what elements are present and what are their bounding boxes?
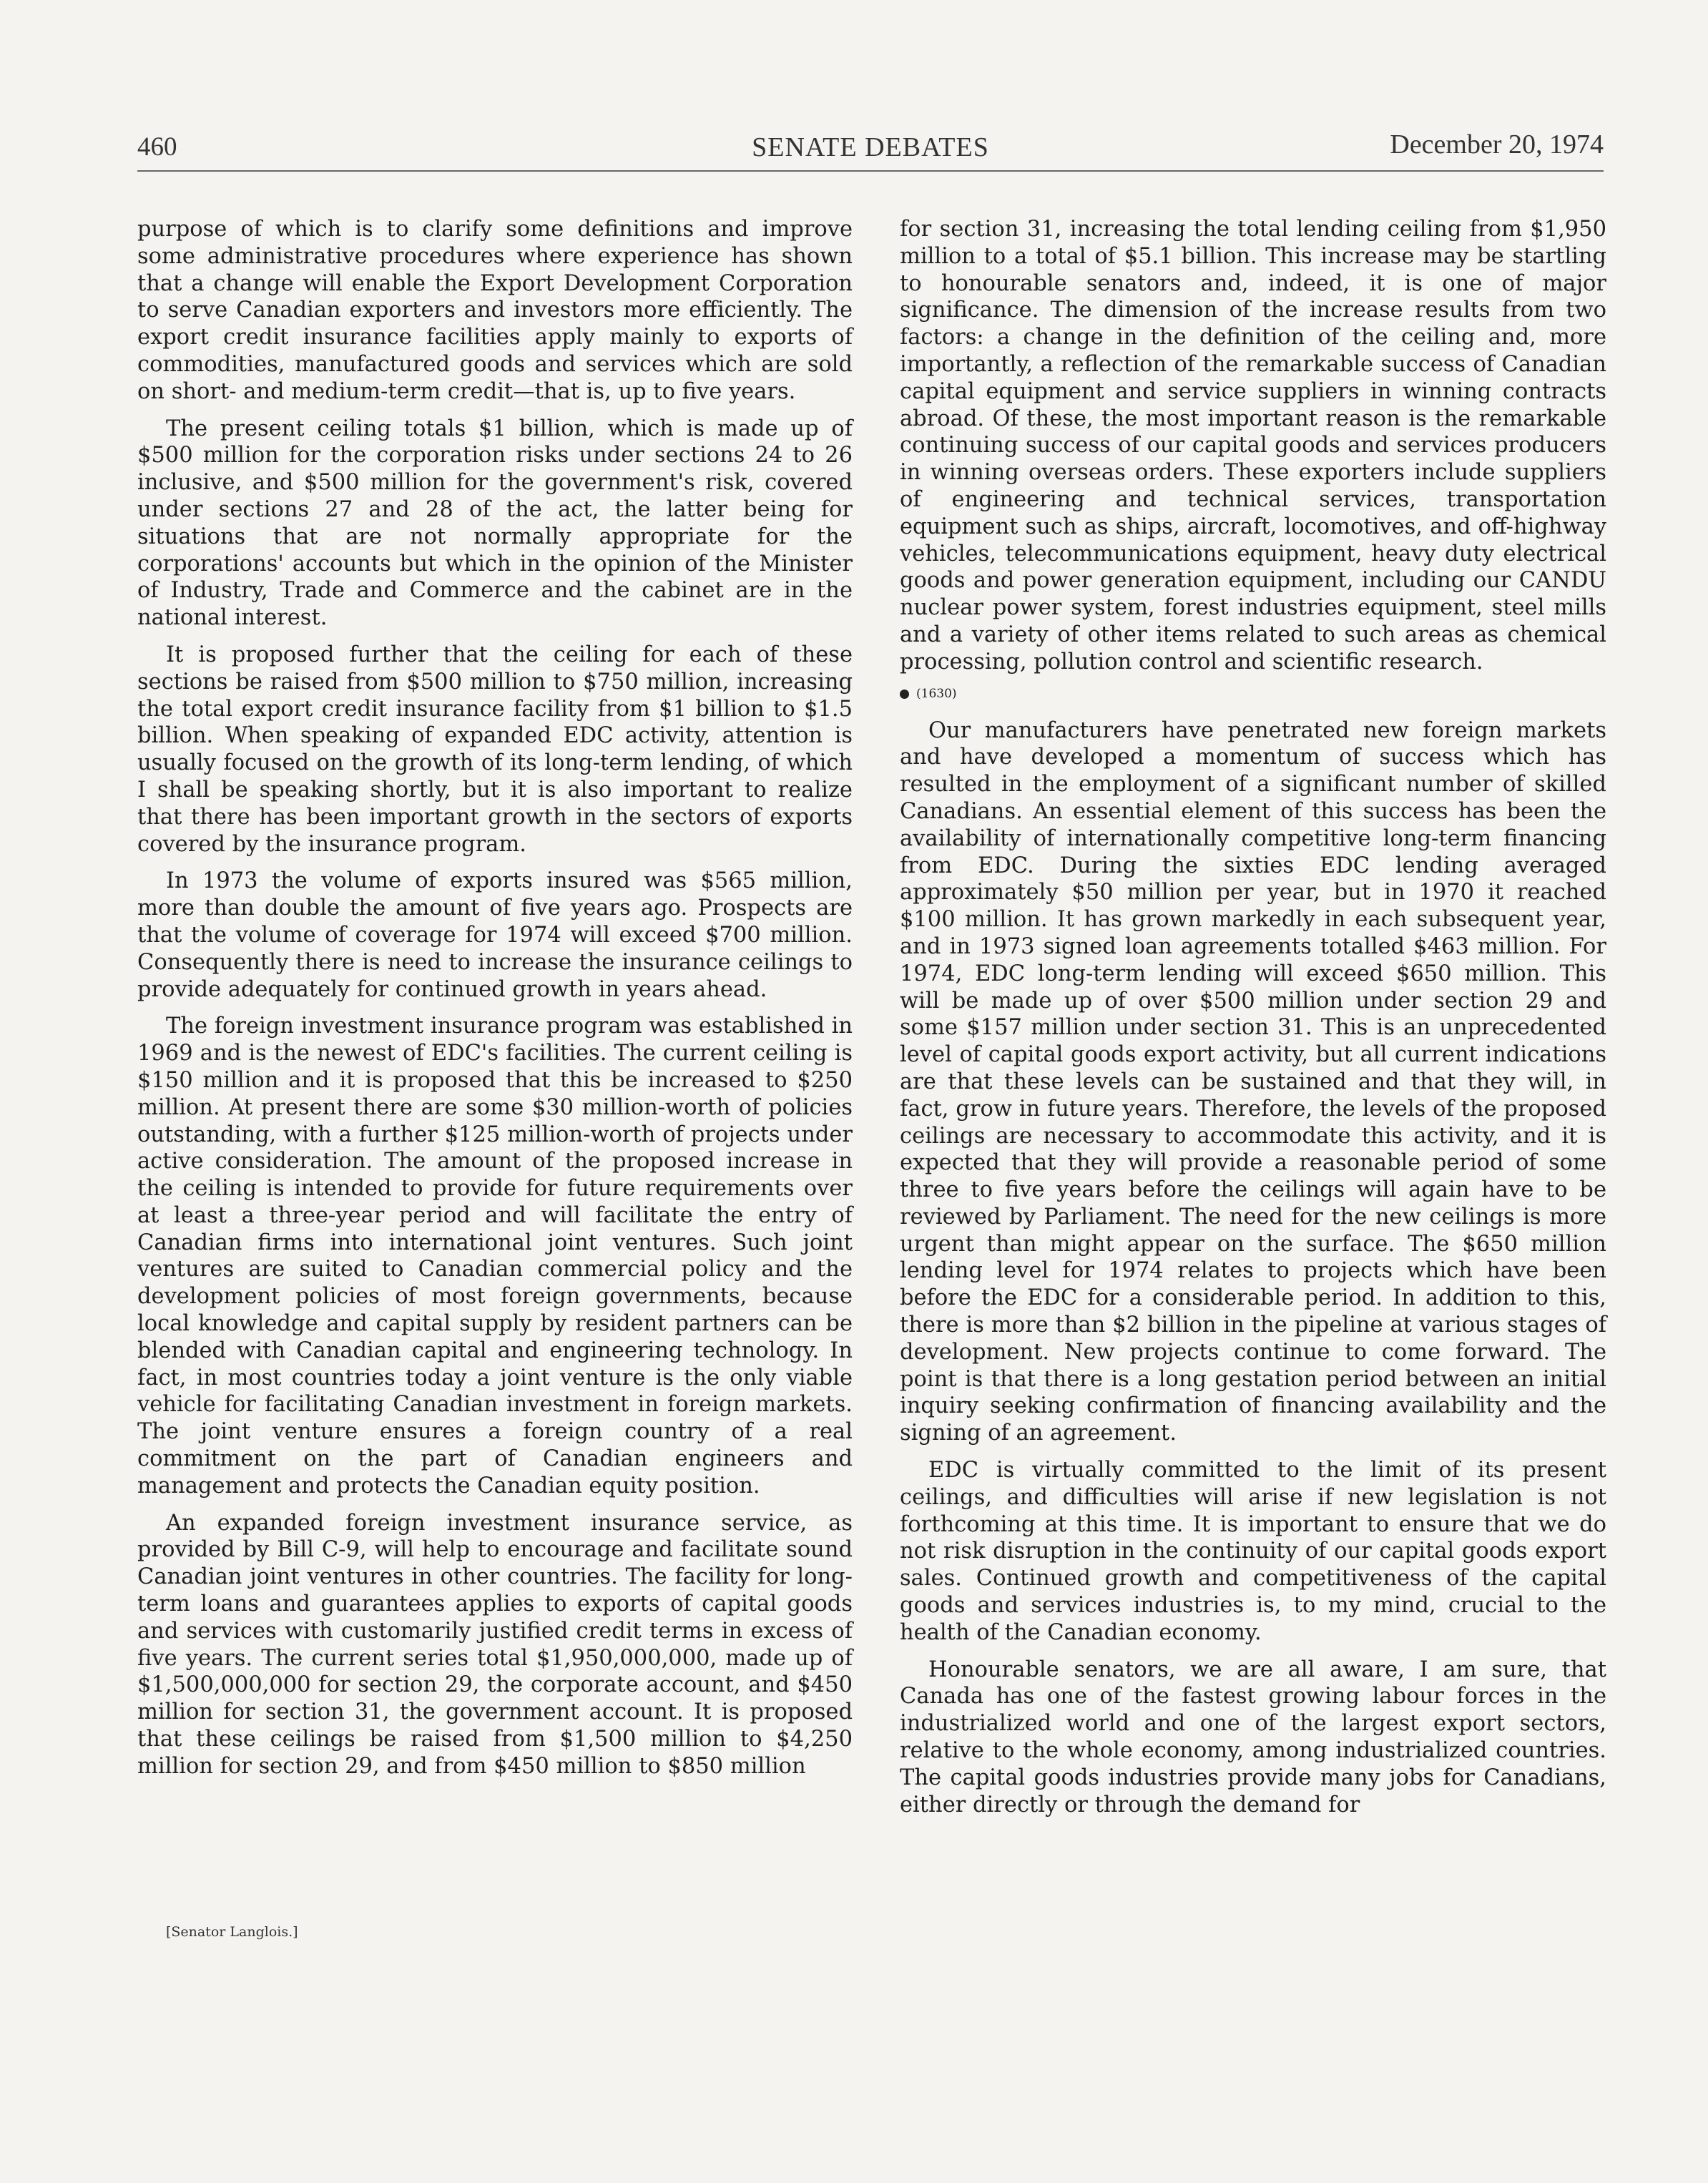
left-column	[137, 216, 853, 1790]
speaker-footer: [Senator Langlois.]	[166, 1924, 298, 1940]
page-header	[137, 129, 1604, 169]
paragraph: In 1973 the volume of exports insured was $565 million, more than double the amount of five years ago. Prospects are that the volume of coverage for 1974 will exceed $700 million. Consequently there is need to increase the insurance ceilings to provide adequately for continued growth in years ahead.	[137, 868, 853, 1002]
publication-title: SENATE DEBATES	[752, 132, 989, 162]
right-column	[900, 216, 1606, 1828]
paragraph: It is proposed further that the ceiling for each of these sections be raised from $500 million to $750 million, increasing the total export credit insurance facility from $1 billion to $1.5 billion. When speaking of expanded EDC activity, attention is usually focused on the growth of its long-term lending, of which I shall be speaking shortly, but it is also important to realize that there has been important growth in the sectors of exports covered by the insurance program.	[137, 642, 853, 857]
paragraph: Honourable senators, we are all aware, I am sure, that Canada has one of the fastest growing labour forces in the industrialized world and one of the largest export sectors, relative to the whole economy, among industrialized countries. The capital goods industries provide many jobs for Canadians, either directly or through the demand for	[900, 1657, 1606, 1817]
time-marker	[900, 686, 1606, 702]
paragraph: purpose of which is to clarify some definitions and improve some administrative procedures where experience has shown that a change will enable the Export Development Corporation to serve Canadian exporters and investors more efficiently. The export credit insurance facilities apply mainly to exports of commodities, manufactured goods and services which are sold on short- and medium-term credit—that is, up to five years.	[137, 217, 853, 404]
page-date: December 20, 1974	[1390, 129, 1604, 160]
time-marker-text: (1630)	[916, 686, 957, 701]
paragraph: Our manufacturers have penetrated new foreign markets and have developed a momentum of success which has resulted in the employment of a significant number of skilled Canadians. An essential element of this success has been the availability of internationally competitive long-term financing from EDC. During the sixties EDC lending averaged approximately $50 million per year, but in 1970 it reached $100 million. It has grown markedly in each subsequent year, and in 1973 signed loan agreements totalled $463 million. For 1974, EDC long-term lending will exceed $650 million. This will be made up of over $500 million under section 29 and some $157 million under section 31. This is an unprecedented level of capital goods export activity, but all current indications are that these levels can be sustained and that they will, in fact, grow in future years. Therefore, the levels of the proposed ceilings are necessary to accommodate this activity, and it is expected that they will provide a reasonable period of some three to five years before the ceilings will again have to be reviewed by Parliament. The need for the new ceilings is more urgent than might appear on the surface. The $650 million lending level for 1974 relates to projects which have been before the EDC for a considerable period. In addition to this, there is more than $2 billion in the pipeline at various stages of development. New projects continue to come forward. The point is that there is a long gestation period between an initial inquiry seeking confirmation of financing availability and the signing of an agreement.	[900, 717, 1606, 1446]
header-rule	[137, 170, 1604, 172]
bullet-icon	[900, 690, 909, 699]
paragraph: for section 31, increasing the total lending ceiling from $1,950 million to a total of $5.1 billion. This increase may be startling to honourable senators and, indeed, it is one of major significance. The dimension of the increase results from two factors: a change in the definition of the ceiling and, more importantly, a reflection of the remarkable success of Canadian capital equipment and service suppliers in winning contracts abroad. Of these, the most important reason is the remarkable continuing success of our capital goods and services producers in winning overseas orders. These exporters include suppliers of engineering and technical services, transportation equipment such as ships, aircraft, locomotives, and off-highway vehicles, telecommunications equipment, heavy duty electrical goods and power generation equipment, including our CANDU nuclear power system, forest industries equipment, steel mills and a variety of other items related to such areas as chemical processing, pollution control and scientific research.	[900, 217, 1606, 674]
paragraph: The present ceiling totals $1 billion, which is made up of $500 million for the corporation risks under sections 24 to 26 inclusive, and $500 million for the government's risk, covered under sections 27 and 28 of the act, the latter being for situations that are not normally appropriate for the corporations' accounts but which in the opinion of the Minister of Industry, Trade and Commerce and the cabinet are in the national interest.	[137, 416, 853, 631]
paragraph: EDC is virtually committed to the limit of its present ceilings, and difficulties will arise if new legislation is not forthcoming at this time. It is important to ensure that we do not risk disruption in the continuity of our capital goods export sales. Continued growth and competitiveness of the capital goods and services industries is, to my mind, crucial to the health of the Canadian economy.	[900, 1458, 1606, 1645]
paragraph: The foreign investment insurance program was established in 1969 and is the newest of EDC's facilities. The current ceiling is $150 million and it is proposed that this be increased to $250 million. At present there are some $30 million-worth of policies outstanding, with a further $125 million-worth of projects under active consideration. The amount of the proposed increase in the ceiling is intended to provide for future requirements over at least a three-year period and will facilitate the entry of Canadian firms into international joint ventures. Such joint ventures are suited to Canadian commercial policy and the development policies of most foreign governments, because local knowledge and capital supply by resident partners can be blended with Canadian capital and engineering technology. In fact, in most countries today a joint venture is the only viable vehicle for facilitating Canadian investment in foreign markets. The joint venture ensures a foreign country of a real commitment on the part of Canadian engineers and management and protects the Canadian equity position.	[137, 1014, 853, 1498]
paragraph: An expanded foreign investment insurance service, as provided by Bill C-9, will help to encourage and facilitate sound Canadian joint ventures in other countries. The facility for long-term loans and guarantees applies to exports of capital goods and services with customarily justified credit terms in excess of five years. The current series total $1,950,000,000, made up of $1,500,000,000 for section 29, the corporate account, and $450 million for section 31, the government account. It is proposed that these ceilings be raised from $1,500 million to $4,250 million for section 29, and from $450 million to $850 million	[137, 1510, 853, 1779]
page-number: 460	[137, 132, 177, 162]
